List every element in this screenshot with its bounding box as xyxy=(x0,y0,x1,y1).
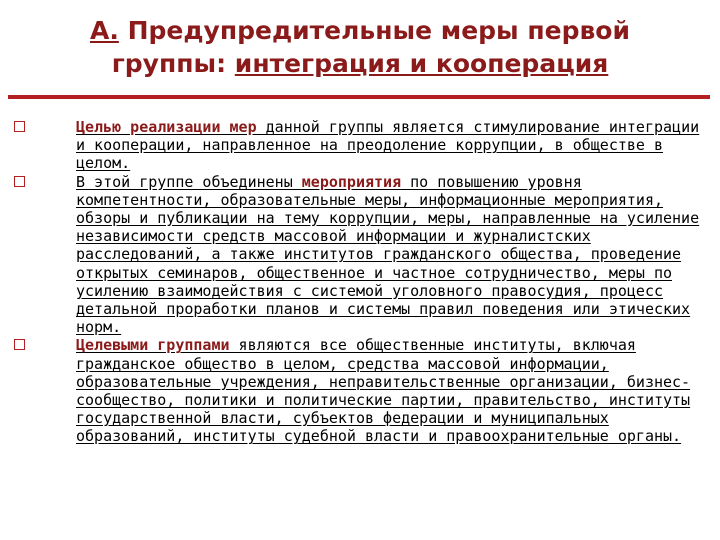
list-item xyxy=(14,336,708,445)
list-item xyxy=(14,173,708,337)
item-text: по повышению уровня компетентности, образовательные меры, информационные мероприятия, обзоры и публикации на тему коррупции, меры, направленные на усиление независимости средств массовой информации и журналистских расследований, а также институтов гражданского общества, проведение открытых семинаров, общественное и частное сотрудничество, меры по усилению взаимодействия с системой уголовного правосудия, процесс детальной проработки планов и системы правил поведения или этических норм. xyxy=(76,172,700,337)
title-line-2 xyxy=(30,47,690,80)
slide-title xyxy=(30,14,690,80)
title-prefix: А. xyxy=(90,16,119,45)
title-divider xyxy=(8,95,710,99)
item-emphasis: Целевыми группами xyxy=(76,336,230,355)
list-item xyxy=(14,118,708,173)
item-text: являются все общественные институты, включая гражданское общество в целом, средства массовой информации, образовательные учреждения, неправительственные организации, бизнес-сообщество, политики и политические партии, правительство, институты государственной власти, субъектов федерации и муниципальных образований, институты судебной власти и правоохранительные органы. xyxy=(76,336,691,446)
title-line2-underlined: интеграция и кооперация xyxy=(234,49,609,78)
title-line2-start: группы: xyxy=(111,49,235,78)
title-line1-rest: Предупредительные меры первой xyxy=(118,16,630,45)
item-emphasis: мероприятия xyxy=(301,172,402,191)
hollow-square-bullet-icon xyxy=(14,176,25,187)
item-text: данной группы является стимулирование интеграции и кооперации, направленное на преодоление коррупции, в обществе в целом. xyxy=(76,118,700,173)
item-text-before: В этой группе объединены xyxy=(76,172,302,191)
item-emphasis: Целью реализации мер xyxy=(76,118,257,136)
title-line-1 xyxy=(30,14,690,47)
hollow-square-bullet-icon xyxy=(14,339,25,350)
bullet-list xyxy=(14,118,708,446)
hollow-square-bullet-icon xyxy=(14,121,25,132)
